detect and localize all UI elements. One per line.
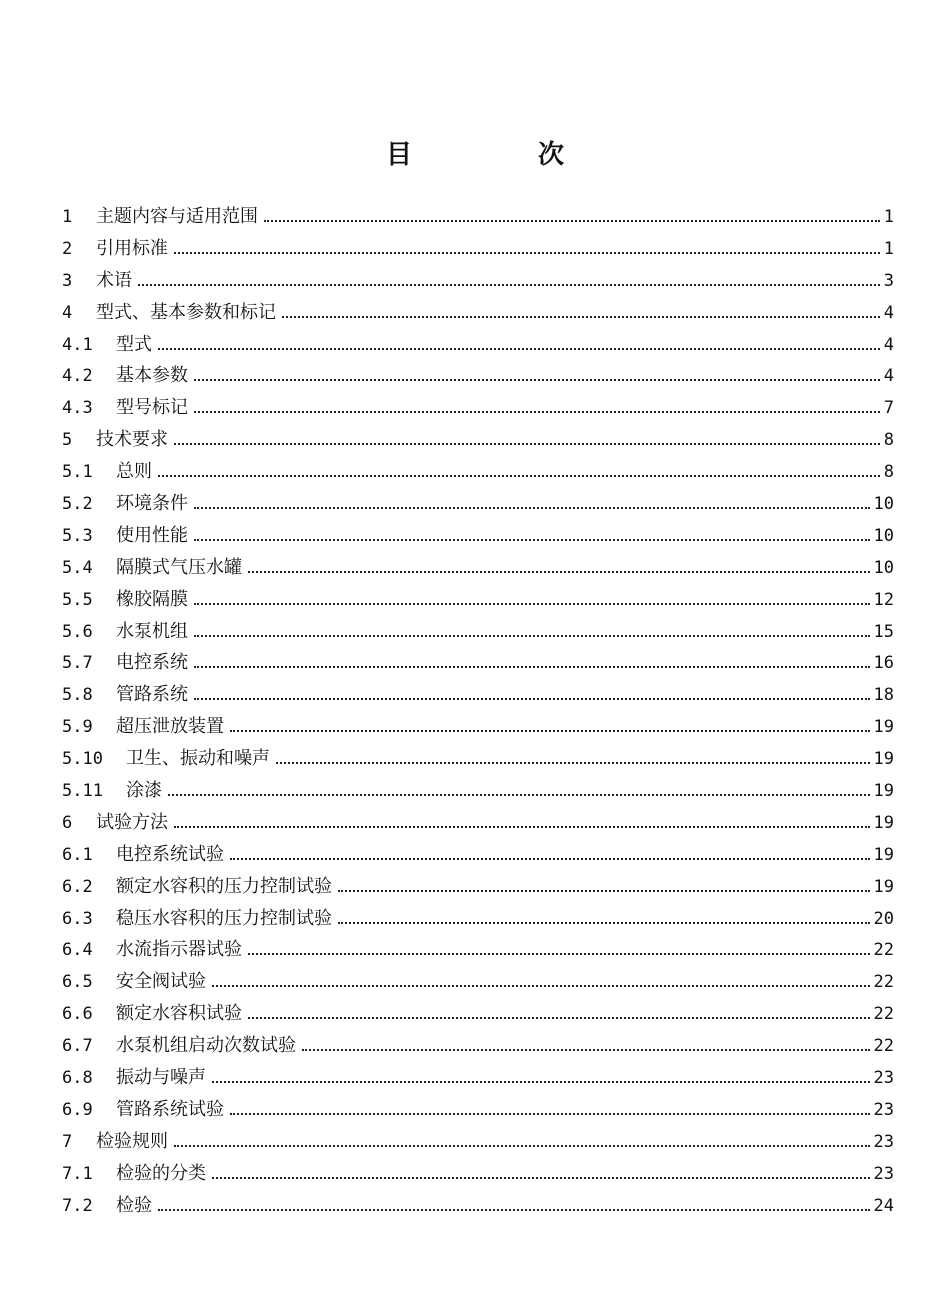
toc-page-number: 16: [873, 653, 894, 674]
toc-section-number: 6.4: [62, 940, 93, 961]
toc-section-title: 检验: [116, 1194, 152, 1216]
toc-leader-dots: [174, 443, 880, 445]
toc-section-number: 6.7: [62, 1036, 93, 1057]
toc-section-title: 引用标准: [96, 237, 168, 259]
toc-section-title: 管路系统试验: [116, 1098, 224, 1120]
toc-section-number: 3: [62, 270, 73, 291]
toc-leader-dots: [158, 475, 880, 477]
toc-section-title: 隔膜式气压水罐: [116, 556, 242, 578]
toc-page-number: 19: [873, 781, 894, 802]
toc-section-number: 4.2: [62, 366, 93, 387]
toc-page-number: 12: [873, 589, 894, 610]
toc-page-number: 10: [873, 494, 894, 515]
toc-leader-dots: [194, 507, 870, 509]
toc-section-number: 7: [62, 1131, 73, 1152]
toc-leader-dots: [174, 1145, 870, 1147]
toc-page-number: 19: [873, 844, 894, 865]
toc-leader-dots: [282, 316, 880, 318]
toc-entry[interactable]: [62, 775, 894, 807]
toc-section-number: 6.9: [62, 1099, 93, 1120]
toc-page-number: 3: [883, 270, 894, 291]
toc-section-title: 使用性能: [116, 524, 188, 546]
toc-section-title: 稳压水容积的压力控制试验: [116, 907, 332, 929]
toc-entry[interactable]: [62, 584, 894, 616]
toc-entry[interactable]: [62, 265, 894, 297]
toc-section-title: 术语: [96, 269, 132, 291]
toc-leader-dots: [230, 858, 870, 860]
toc-page-number: 7: [883, 398, 894, 419]
toc-leader-dots: [194, 379, 880, 381]
toc-page-number: 4: [883, 302, 894, 323]
toc-section-number: 7.1: [62, 1163, 93, 1184]
toc-section-title: 涂漆: [126, 780, 162, 802]
toc-section-number: 5.6: [62, 621, 93, 642]
toc-page-number: 1: [883, 207, 894, 227]
toc-section-number: 2: [62, 238, 73, 259]
toc-leader-dots: [338, 890, 870, 892]
toc-section-title: 振动与噪声: [116, 1067, 206, 1089]
toc-leader-dots: [338, 922, 870, 924]
toc-page-number: 19: [873, 749, 894, 770]
toc-leader-dots: [248, 953, 870, 955]
toc-section-number: 6.2: [62, 876, 93, 897]
toc-section-number: 5: [62, 430, 73, 451]
toc-section-number: 5.9: [62, 717, 93, 738]
toc-section-title: 管路系统: [116, 684, 188, 706]
toc-page-number: 10: [873, 525, 894, 546]
toc-entry[interactable]: [62, 839, 894, 871]
toc-section-number: 6.1: [62, 844, 93, 865]
toc-leader-dots: [194, 698, 870, 700]
toc-leader-dots: [158, 1209, 870, 1211]
toc-leader-dots: [158, 348, 880, 350]
toc-page-number: 23: [873, 1131, 894, 1152]
toc-entry[interactable]: [62, 1126, 894, 1158]
toc-leader-dots: [212, 985, 870, 987]
toc-section-title: 橡胶隔膜: [116, 588, 188, 610]
toc-leader-dots: [276, 762, 870, 764]
toc-entry[interactable]: [62, 647, 894, 679]
toc-section-title: 额定水容积试验: [116, 1003, 242, 1025]
toc-section-number: 5.11: [62, 781, 103, 802]
toc-leader-dots: [212, 1081, 870, 1083]
toc-entry[interactable]: [62, 743, 894, 775]
toc-section-number: 5.1: [62, 462, 93, 483]
toc-page-number: 10: [873, 557, 894, 578]
toc-section-title: 额定水容积的压力控制试验: [116, 875, 332, 897]
toc-section-number: 4: [62, 302, 73, 323]
toc-page-number: 8: [883, 430, 894, 451]
toc-page-number: 22: [873, 972, 894, 993]
toc-section-title: 总则: [116, 461, 152, 483]
toc-page-number: 24: [873, 1195, 894, 1216]
toc-section-title: 电控系统试验: [116, 843, 224, 865]
toc-entry[interactable]: [62, 966, 894, 998]
toc-page-number: 19: [873, 717, 894, 738]
toc-page-number: 22: [873, 1036, 894, 1057]
toc-page-number: 18: [873, 685, 894, 706]
toc-section-number: 6.8: [62, 1068, 93, 1089]
toc-section-title: 检验的分类: [116, 1162, 206, 1184]
toc-entry[interactable]: [62, 329, 894, 361]
toc-section-number: 4.3: [62, 398, 93, 419]
toc-entry[interactable]: [62, 616, 894, 648]
toc-entry[interactable]: [62, 456, 894, 488]
table-of-contents: [62, 201, 894, 1222]
toc-section-number: 5.8: [62, 685, 93, 706]
toc-section-title: 卫生、振动和噪声: [126, 748, 270, 770]
toc-page-number: 23: [873, 1163, 894, 1184]
toc-page-number: 4: [883, 334, 894, 355]
toc-page-number: 8: [883, 462, 894, 483]
toc-leader-dots: [194, 539, 870, 541]
toc-page-number: 22: [873, 1004, 894, 1025]
toc-section-title: 水流指示器试验: [116, 939, 242, 961]
toc-leader-dots: [194, 666, 870, 668]
toc-entry[interactable]: [62, 711, 894, 743]
toc-entry[interactable]: [62, 871, 894, 903]
toc-section-title: 超压泄放装置: [116, 716, 224, 738]
toc-entry[interactable]: [62, 297, 894, 329]
toc-section-number: 5.4: [62, 557, 93, 578]
toc-section-number: 1: [62, 207, 73, 227]
toc-entry[interactable]: [62, 934, 894, 966]
toc-leader-dots: [174, 826, 870, 828]
toc-leader-dots: [194, 603, 870, 605]
toc-entry[interactable]: [62, 360, 894, 392]
toc-leader-dots: [174, 252, 880, 254]
toc-entry[interactable]: [62, 903, 894, 935]
toc-entry[interactable]: [62, 424, 894, 456]
toc-page-number: 19: [873, 812, 894, 833]
toc-section-number: 4.1: [62, 334, 93, 355]
toc-section-title: 型号标记: [116, 397, 188, 419]
toc-leader-dots: [194, 635, 870, 637]
toc-page-number: 1: [883, 238, 894, 259]
toc-leader-dots: [230, 1113, 870, 1115]
toc-entry[interactable]: [62, 488, 894, 520]
toc-section-number: 5.2: [62, 494, 93, 515]
toc-page-number: 22: [873, 940, 894, 961]
toc-entry[interactable]: [62, 1190, 894, 1222]
toc-page-number: 19: [873, 876, 894, 897]
toc-leader-dots: [302, 1049, 870, 1051]
toc-section-number: 6: [62, 812, 73, 833]
toc-leader-dots: [138, 284, 880, 286]
toc-entry[interactable]: [62, 679, 894, 711]
toc-section-title: 主题内容与适用范围: [96, 206, 258, 227]
toc-page-number: 15: [873, 621, 894, 642]
toc-entry[interactable]: [62, 1062, 894, 1094]
toc-entry[interactable]: [62, 520, 894, 552]
toc-section-title: 检验规则: [96, 1130, 168, 1152]
toc-entry[interactable]: [62, 1030, 894, 1062]
toc-page-number: 23: [873, 1068, 894, 1089]
toc-section-title: 水泵机组启动次数试验: [116, 1035, 296, 1057]
toc-section-title: 型式: [116, 333, 152, 355]
toc-page-number: 20: [873, 908, 894, 929]
toc-section-title: 技术要求: [96, 429, 168, 451]
toc-section-number: 7.2: [62, 1195, 93, 1216]
toc-section-title: 试验方法: [96, 811, 168, 833]
toc-entry[interactable]: [62, 552, 894, 584]
toc-entry[interactable]: [62, 998, 894, 1030]
toc-page-number: 23: [873, 1099, 894, 1120]
toc-section-title: 环境条件: [116, 493, 188, 515]
toc-entry[interactable]: [62, 392, 894, 424]
toc-entry[interactable]: [62, 1158, 894, 1190]
toc-section-title: 基本参数: [116, 365, 188, 387]
toc-leader-dots: [230, 730, 870, 732]
page-title: 目 次: [385, 140, 614, 171]
toc-entry[interactable]: [62, 807, 894, 839]
toc-section-title: 型式、基本参数和标记: [96, 301, 276, 323]
toc-section-number: 6.3: [62, 908, 93, 929]
toc-leader-dots: [248, 1017, 870, 1019]
toc-entry[interactable]: [62, 201, 894, 233]
toc-entry[interactable]: [62, 1094, 894, 1126]
toc-section-number: 5.3: [62, 525, 93, 546]
toc-leader-dots: [168, 794, 870, 796]
toc-leader-dots: [264, 220, 880, 222]
toc-entry[interactable]: [62, 233, 894, 265]
toc-leader-dots: [194, 411, 880, 413]
toc-section-number: 6.5: [62, 972, 93, 993]
toc-section-number: 5.7: [62, 653, 93, 674]
toc-section-number: 5.10: [62, 749, 103, 770]
toc-page-number: 4: [883, 366, 894, 387]
toc-section-title: 水泵机组: [116, 620, 188, 642]
toc-section-title: 安全阀试验: [116, 971, 206, 993]
toc-section-number: 5.5: [62, 589, 93, 610]
toc-section-title: 电控系统: [116, 652, 188, 674]
toc-leader-dots: [212, 1177, 870, 1179]
toc-section-number: 6.6: [62, 1004, 93, 1025]
toc-leader-dots: [248, 571, 870, 573]
